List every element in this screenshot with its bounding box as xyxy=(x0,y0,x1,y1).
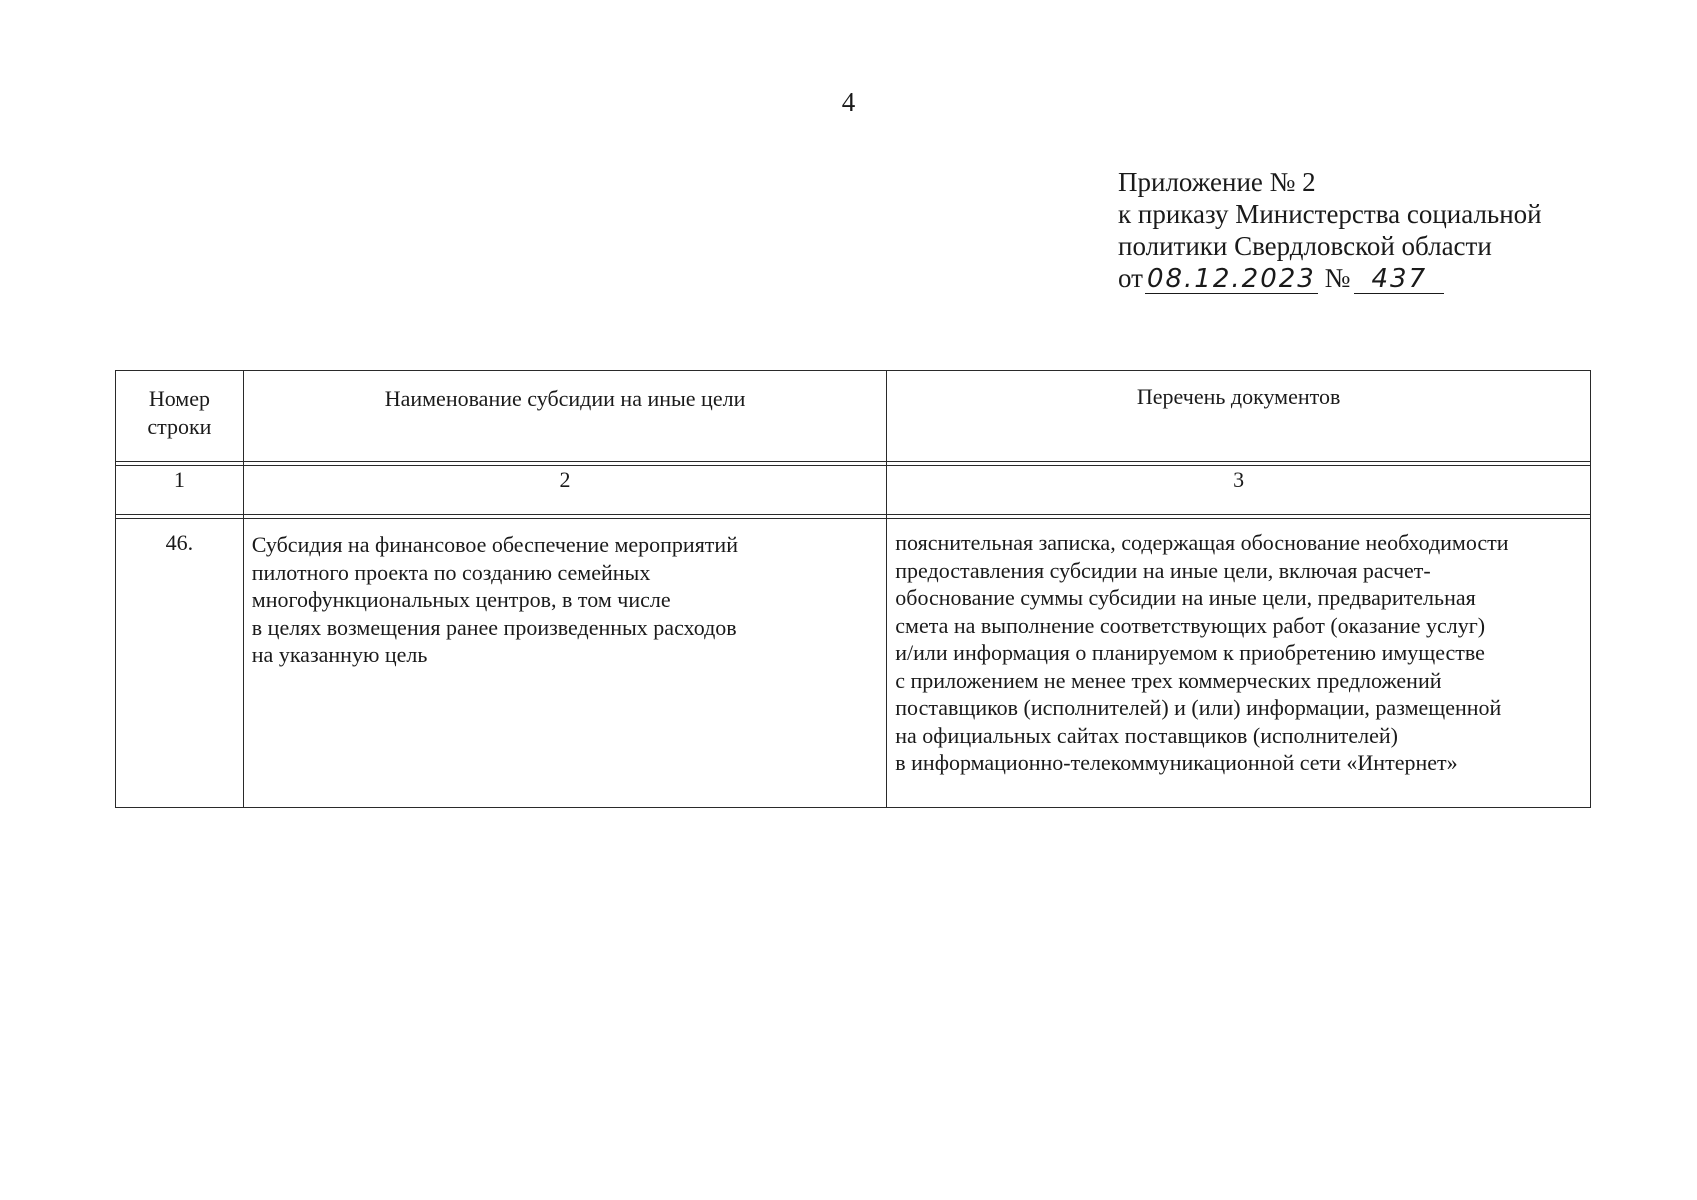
appendix-date-number xyxy=(1118,262,1542,294)
table-row xyxy=(116,519,1591,808)
appendix-ministry: политики Свердловской области xyxy=(1118,231,1492,261)
header-row-number: Номер строки xyxy=(116,371,244,462)
page-number: 4 xyxy=(841,87,856,117)
subsidy-documents-table xyxy=(115,370,1591,808)
number-label: № xyxy=(1324,263,1351,293)
appendix-title: Приложение № 2 xyxy=(1118,167,1316,197)
row-number: 46. xyxy=(116,519,244,808)
subsidy-name-cell: Субсидия на финансовое обеспечение мероприятий пилотного проекта по созданию семейных многофункциональных центров, в том числе в целях возмещения ранее произведенных расходов на указанную цель xyxy=(243,519,886,808)
documents-list-cell: пояснительная записка, содержащая обоснование необходимости предоставления субсидии на иные цели, включая расчет- обоснование суммы субсидии на иные цели, предварительная смета на выполнение соответствующих работ (оказание услуг) и/или информация о планируемом к приобретению имуществе с приложением не менее трех коммерческих предложений поставщиков (исполнителей) и (или) информации, размещенной на официальных сайтах поставщиков (исполнителей) в информационно-телекоммуникационной сети «Интернет» xyxy=(887,519,1591,808)
from-label: от xyxy=(1118,263,1143,293)
header-subsidy-name: Наименование субсидии на иные цели xyxy=(243,371,886,462)
column-number: 3 xyxy=(887,466,1591,515)
handwritten-date: 08.12.2023 xyxy=(1146,264,1316,294)
handwritten-number: 437 xyxy=(1354,265,1444,294)
header-documents-list: Перечень документов xyxy=(887,371,1591,462)
column-number: 2 xyxy=(243,466,886,515)
table-header-row xyxy=(116,371,1591,462)
appendix-header xyxy=(1118,166,1542,294)
column-numbers-row xyxy=(116,466,1591,515)
column-number: 1 xyxy=(116,466,244,515)
appendix-order-ref: к приказу Министерства социальной xyxy=(1118,199,1542,229)
